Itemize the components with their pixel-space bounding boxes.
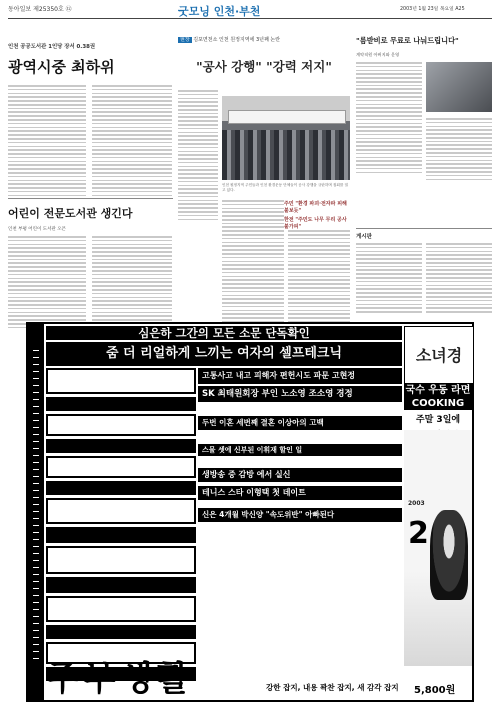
notice-board [356, 228, 492, 313]
quote-residents: 주민 "환경 파괴·전자파 피해 불보듯" [284, 201, 347, 214]
banner-in-photo [228, 110, 346, 124]
ad-bar-8: 신은 4개월 박신양 "속도위반" 아빠된다 [198, 508, 402, 522]
article-headline: 어린이 전문도서관 생긴다 [8, 207, 133, 220]
article-kicker: 인천 공공도서관 1인당 장서 0.38권 [8, 44, 96, 50]
ad-center-column [198, 368, 402, 522]
feature-tag: 현장 [180, 37, 190, 43]
ad-bar-4: 두번 이혼 세번째 결혼 이상아의 고백 [198, 416, 402, 430]
ad-mag-title: 소녀경 [415, 346, 463, 365]
article-lead: 인천 부평 어린이 도서관 오픈 [8, 227, 66, 232]
right-sub: 계약직원 아버지와 운영 [356, 52, 400, 57]
right-headline: "름받비로 무료로 나눠드립니다" [356, 36, 459, 45]
page-header [0, 0, 500, 22]
ad-cooking: 국수 우동 라면 COOKING [405, 385, 471, 409]
ad-bar-7: 테니스 스타 이형택 첫 데이트 [198, 486, 402, 500]
ad-left-column [46, 368, 196, 658]
ad-tagline: 강한 잡지, 내용 꽉찬 잡지, 새 감각 잡지 [266, 683, 399, 692]
article-children-library [8, 198, 173, 328]
section-title: 굿모닝 인천·부천 [178, 5, 261, 18]
ad-price: 5,800원 [414, 685, 456, 696]
issue-date: 2003년 1월 23일 목요일 A25 [400, 7, 465, 12]
article-body-col2 [92, 85, 172, 196]
ad-bar-1: 줌 더 리얼하게 느끼는 여자의 셀프테크닉 [46, 342, 402, 366]
article-body-col1 [8, 236, 86, 328]
ad-bar-6: 생방송 중 감방 에서 실신 [198, 468, 402, 482]
seed-photo [426, 62, 492, 112]
ad-topline [46, 326, 402, 340]
ad-bar-2: 고통사고 내고 피해자 편헌시도 파문 고현정 [198, 368, 402, 384]
sidebar-quotes [284, 200, 350, 230]
protest-photo [222, 96, 350, 180]
ad-big-title: 주부생활 [46, 659, 194, 699]
ad-side-strip [28, 324, 44, 700]
article-headline: 광역시중 최하위 [8, 58, 115, 76]
ad-issue-number: 2 [408, 516, 429, 551]
quote-kepco: 한전 "주민도 나무 무리 공사 불가피" [284, 217, 347, 230]
ad-bar-5: 스물 셋에 신부된 이휘재 할인 일 [198, 444, 402, 456]
ad-mag-cover [404, 326, 474, 384]
ad-diet: 주말 3일에 [415, 415, 461, 425]
ad-side-strip-deco [33, 344, 39, 664]
ad-big-logo [46, 660, 264, 698]
article-body-col1 [8, 85, 86, 196]
ad-issue-year: 2003 [408, 500, 425, 507]
ad-bar-3: SK 최태원회장 부인 노소영 조소영 경정 [198, 386, 402, 402]
feature-headline: "공사 강행" "강력 저지" [196, 59, 332, 74]
ad-topline-text: 심은하 그간의 모든 소문 단독확인 [46, 326, 402, 340]
feature-kicker: 김포면천소 인천 원정지역에 3년째 논란 [193, 37, 281, 43]
ad-cover-photo [404, 430, 472, 666]
photo-caption: 인천 원정지역 주민들과 인천 환경운동 단체들이 공사 강행을 규탄하며 집회를 열고 있다. [222, 183, 348, 192]
article-right [356, 36, 492, 180]
header-rule [8, 18, 492, 19]
article-body-col2 [92, 236, 172, 328]
paper-masthead: 동아일보 제25350호 ⑫ [8, 6, 72, 13]
cover-model [430, 510, 468, 600]
feature-body-left [178, 90, 218, 220]
notice-title: 게시판 [356, 234, 372, 240]
feature-article [178, 36, 350, 75]
crowd-in-photo [222, 130, 350, 180]
article-library [8, 42, 173, 196]
